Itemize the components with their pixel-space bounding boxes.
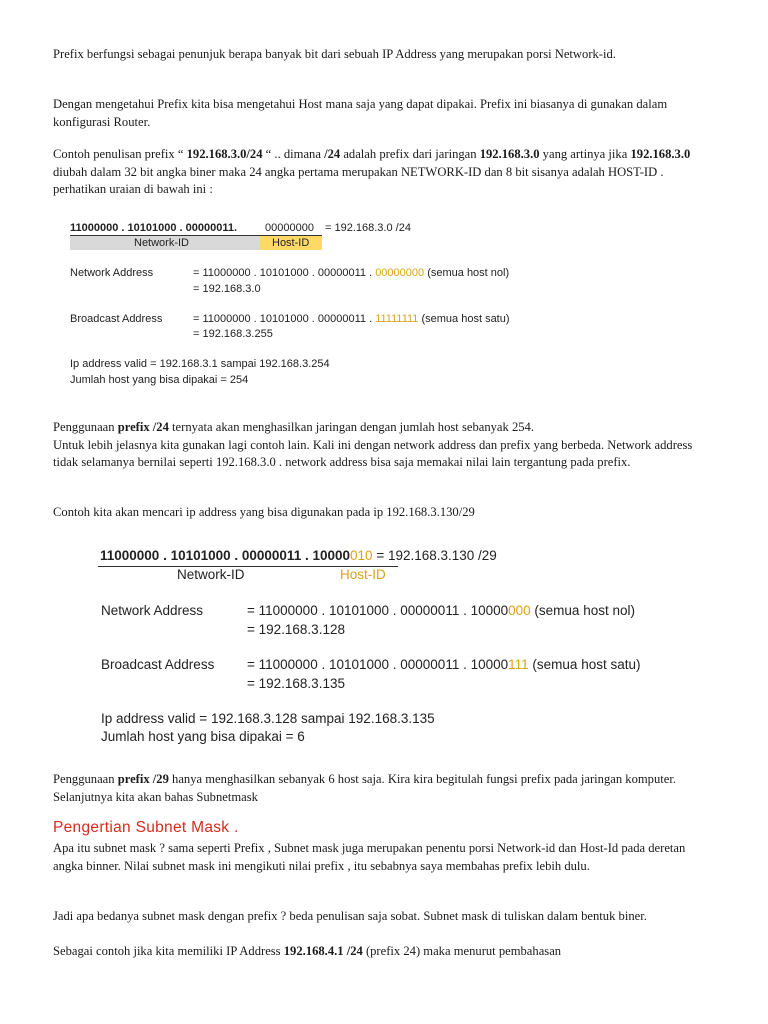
fig1-broadcast-eq: = 11000000 . 10101000 . 00000011 . (193, 313, 373, 325)
bold-ip-example: 192.168.4.1 /24 (283, 944, 363, 958)
fig1-network-id-label: Network-ID (134, 237, 190, 249)
subnet-vs-prefix-paragraph: Jadi apa bedanya subnet mask dengan prefix ? beda penulisan saja sobat. Subnet mask di tuliskan dalam bentuk biner. (53, 909, 647, 923)
text-run: ternyata akan menghasilkan jaringan dengan jumlah host sebanyak 254. (168, 420, 534, 434)
text-run: adalah prefix dari jaringan (340, 147, 480, 161)
fig2-broadcast-label: Broadcast Address (101, 657, 215, 672)
fig2-network-address-result: = 192.168.3.128 (247, 622, 345, 637)
fig2-network-eq: = 11000000 . 10101000 . 00000011 . 10000 (247, 603, 509, 618)
text-run: Penggunaan (53, 772, 118, 786)
fig2-binary-net-part: 10000 (312, 548, 351, 563)
intro-paragraph: Prefix berfungsi sebagai penunjuk berapa banyak bit dari sebuah IP Address yang merupakan porsi Network-id. (53, 47, 616, 61)
fig1-network-note: (semua host nol) (427, 267, 510, 279)
fig2-valid-range: Ip address valid = 192.168.3.128 sampai 192.168.3.135 (101, 711, 435, 726)
bold-prefix: /24 (324, 147, 341, 161)
fig1-network-address-line (193, 267, 509, 279)
fig1-binary-result: = 192.168.3.0 /24 (325, 222, 411, 234)
fig2-broadcast-line (247, 657, 640, 672)
bold-network: 192.168.3.0 (630, 147, 691, 161)
fig2-network-host-bits: 000 (508, 603, 531, 618)
fig1-broadcast-line (193, 313, 510, 325)
fig2-network-id-label: Network-ID (177, 567, 245, 582)
fig2-host-id-label: Host-ID (340, 567, 386, 582)
fig1-host-id-label: Host-ID (272, 237, 310, 249)
prefix-example-paragraph (53, 146, 715, 199)
text-run: “ .. dimana (262, 147, 325, 161)
prefix29-result-paragraph (53, 771, 715, 806)
fig2-binary-host-part: 010 (350, 548, 373, 563)
section-heading-subnet-mask: Pengertian Subnet Mask . (53, 819, 239, 836)
text-run: Untuk lebih jelasnya kita gunakan lagi contoh lain. Kali ini dengan network address dan prefix yang berbeda. Network address tidak selamanya bernilai seperti 192.168.3.0 . network address bisa saja memakai nilai lain tergantung pada prefix. (53, 437, 693, 469)
fig1-network-host-bits: 00000000 (375, 267, 425, 279)
fig2-binary-result: = 192.168.3.130 /29 (376, 548, 497, 563)
fig1-broadcast-host-bits: 11111111 (375, 313, 419, 325)
text-run: (prefix 24) maka menurut pembahasan (362, 944, 562, 958)
fig1-binary-network: 11000000 . 10101000 . 00000011. (70, 222, 238, 234)
fig2-broadcast-note: (semua host satu) (532, 657, 641, 672)
prefix-usage-paragraph: Dengan mengetahui Prefix kita bisa mengetahui Host mana saja yang dapat dipakai. Prefix ini biasanya di gunakan dalam konfigurasi Router. (53, 97, 668, 129)
fig2-broadcast-eq: = 11000000 . 10101000 . 00000011 . 10000 (247, 657, 509, 672)
fig1-network-address-label: Network Address (70, 267, 154, 279)
fig2-broadcast-host-bits: 111 (508, 657, 529, 672)
fig1-network-eq: = 11000000 . 10101000 . 00000011 . (193, 267, 373, 279)
bold-prefix29: prefix /29 (117, 772, 169, 786)
fig2-network-address-line (247, 603, 635, 618)
text-run: Sebagai contoh jika kita memiliki IP Address (53, 944, 284, 958)
text-run: yang artinya jika (539, 147, 631, 161)
fig1-host-count: Jumlah host yang bisa dipakai = 254 (70, 374, 249, 386)
bold-prefix24: prefix /24 (117, 420, 169, 434)
prefix24-result-paragraph (53, 419, 715, 472)
fig1-broadcast-label: Broadcast Address (70, 313, 163, 325)
fig2-host-count: Jumlah host yang bisa dipakai = 6 (101, 729, 305, 744)
text-run: Contoh penulisan prefix “ (53, 147, 187, 161)
text-run: hanya menghasilkan sebanyak 6 host saja. Kira kira begitulah fungsi prefix pada jaringan komputer. Selanjutnya kita akan bahas Subnetmask (53, 772, 676, 804)
text-run: Penggunaan (53, 420, 118, 434)
prefix29-intro-paragraph: Contoh kita akan mencari ip address yang bisa digunakan pada ip 192.168.3.130/29 (53, 505, 475, 519)
fig2-network-note: (semua host nol) (534, 603, 635, 618)
fig2-broadcast-result: = 192.168.3.135 (247, 676, 345, 691)
fig1-valid-range: Ip address valid = 192.168.3.1 sampai 192.168.3.254 (70, 358, 330, 370)
fig1-broadcast-result: = 192.168.3.255 (193, 328, 273, 340)
bold-network: 192.168.3.0 (479, 147, 540, 161)
fig1-network-address-result: = 192.168.3.0 (193, 283, 261, 295)
subnet-example-paragraph (53, 943, 715, 961)
fig1-underline (70, 235, 322, 236)
text-run: diubah dalam 32 bit angka biner maka 24 angka pertama merupakan NETWORK-ID dan 8 bit sisanya adalah HOST-ID . perhatikan uraian di bawah ini : (53, 164, 664, 196)
subnet-mask-intro-paragraph: Apa itu subnet mask ? sama seperti Prefix , Subnet mask juga merupakan penentu porsi Network-id dan Host-Id pada deretan angka binner. Nilai subnet mask ini mengikuti nilai prefix , itu sebabnya saya membahas prefix lebih dulu. (53, 841, 686, 873)
fig2-network-address-label: Network Address (101, 603, 204, 618)
fig2-binary-line (100, 548, 497, 563)
bold-ip: 192.168.3.0/24 (186, 147, 263, 161)
fig1-broadcast-note: (semua host satu) (421, 313, 510, 325)
fig1-binary-host: 00000000 (265, 222, 314, 234)
fig2-binary-network: 11000000 . 10101000 . 00000011 . (100, 548, 309, 563)
